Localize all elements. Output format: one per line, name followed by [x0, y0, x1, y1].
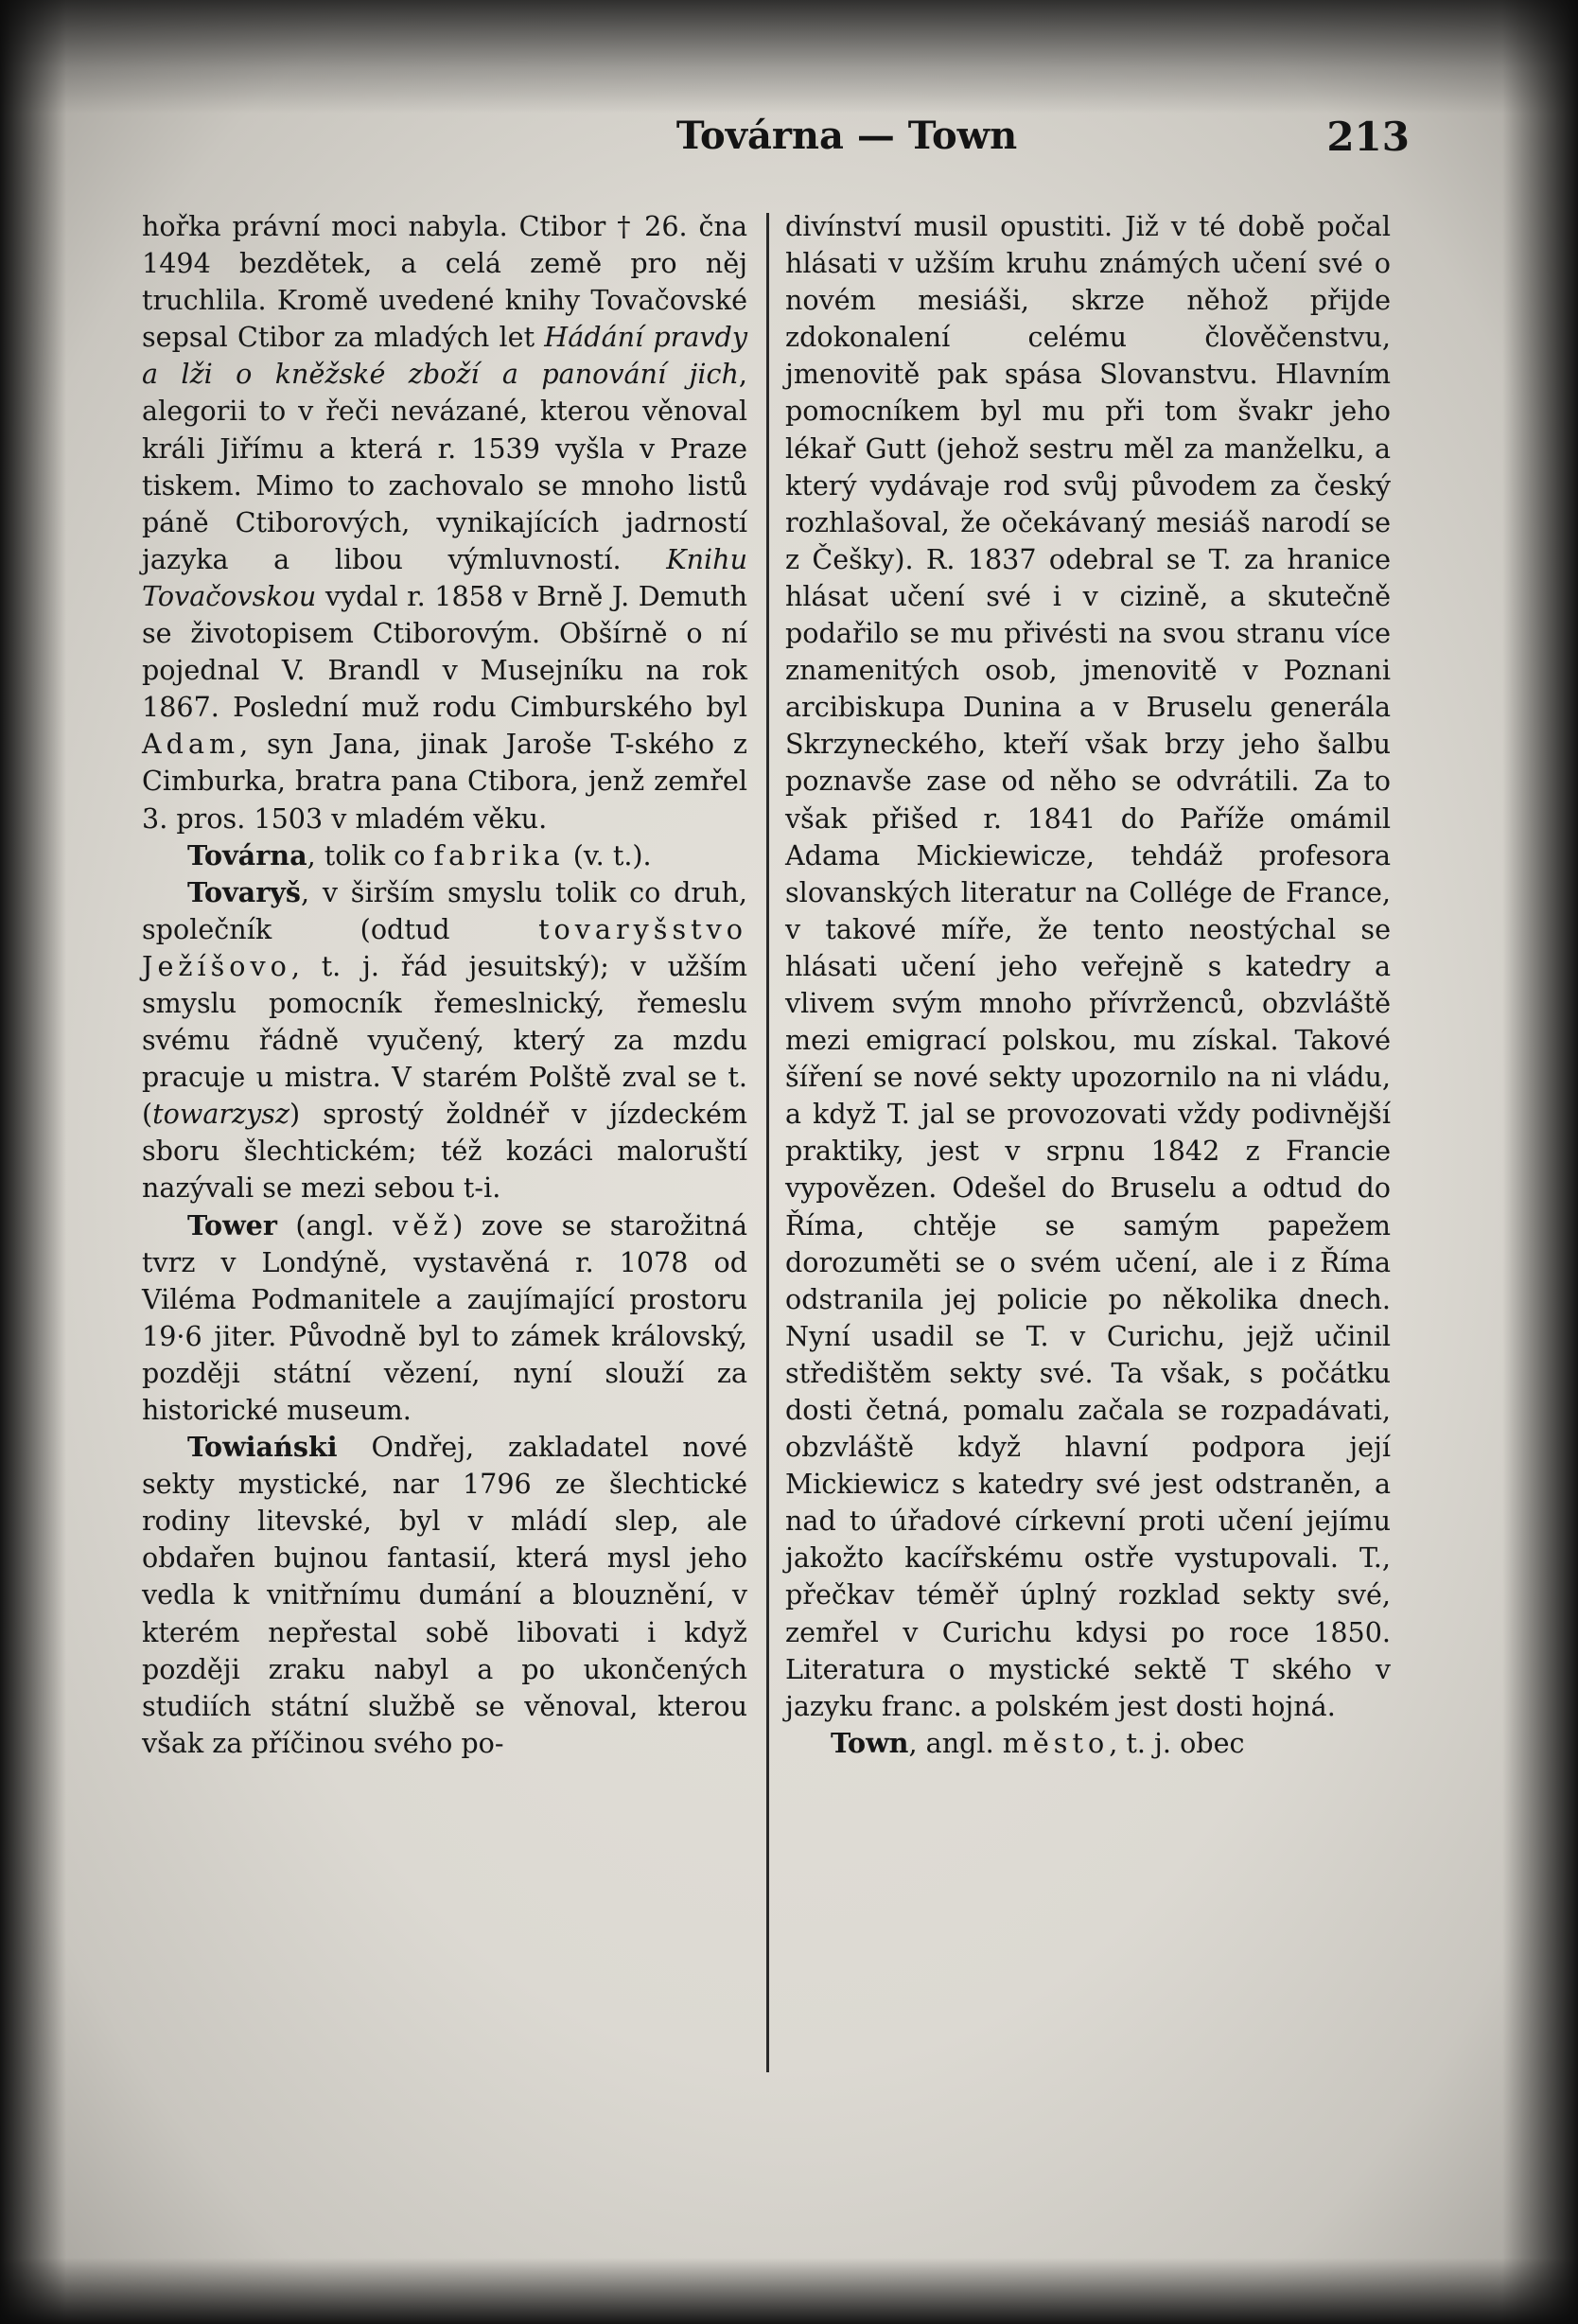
book-title-kniha-tovacovska: Knihu Tovačovskou	[142, 542, 747, 612]
entry-towianski	[142, 1429, 747, 1762]
text-run: , angl.	[908, 1726, 1003, 1759]
scan-shadow-right	[1502, 0, 1578, 2324]
text-run: ) zove se starožitná tvrz v Londýně, vystavěná r. 1078 od Viléma Podmanitele a zaujímající prostoru 19·6 jiter. Původně byl to zámek královský, později státní vězení, nyní slouží za historické museum.	[142, 1208, 747, 1426]
scan-shadow-top	[0, 0, 1578, 114]
entry-tower	[142, 1207, 747, 1430]
text-run: hořka právní moci nabyla. Ctibor † 26. čna 1494 bezdětek, a celá země pro něj truchlila. Kromě uvedené knihy Tovačovské sepsal Ctibor za mladých let	[142, 210, 747, 354]
page-number: 213	[1326, 114, 1410, 160]
text-run: Ondřej, zakladatel nové sekty mystické, nar 1796 ze šlechtické rodiny litevské, byl v mládí slep, ale obdařen bujnou fantasií, která mysl jeho vedla k vnitřnímu dumání a blouznění, v kterém nepřestal sobě libovati i když později zraku nabyl a po ukončených studiích státní službě se věnoval, kterou však za příčinou svého po-	[142, 1431, 747, 1759]
text-run: , t. j. obec	[1109, 1726, 1245, 1759]
text-run: , tolik co	[307, 838, 434, 872]
text-run: , syn Jana, jinak Jaroše T-ského z Cimburka, bratra pana Ctibora, jenž zemřel 3. pros. 1503 v mladém věku.	[142, 728, 747, 835]
header-title: Továrna — Town	[675, 114, 1018, 158]
text-run: divínství musil opustiti. Již v té době počal hlásati v užším kruhu známých učení své o novém mesiáši, skrze něhož přijde zdokonalení celému člověčenstvu, jmenovitě pak spása Slovanstvu. Hlavním pomocníkem byl mu při tom švakr jeho lékař Gutt (jehož sestru měl za manželku, a který vydávaje rod svůj původem za český rozhlašoval, že očekávaný mesiáš narodí se z Češky). R. 1837 odebral se T. za hranice hlásat učení své i v cizině, a skutečně podařilo se mu přivésti na svou stranu více znamenitých osob, jmenovitě v Poznani arcibiskupa Dunina a v Bruselu generála Skrzyneckého, kteří však brzy jeho šalbu poznavše zase od něho se odvrátili. Za to však přišed r. 1841 do Paříže omámil Adama Mickiewicze, tehdáž profesora slovanských literatur na Collége de France, v takové míře, že tento neostýchal se hlásati učení jeho veřejně s katedry a vlivem svým mnoho přívrženců, obzvláště mezi emigrací polskou, mu získal. Takové šíření se nové sekty upozornilo na ni vládu, a když T. jal se provozovati vždy podivnější praktiky, jest v srpnu 1842 z Francie vypovězen. Odešel do Bruselu a odtud do Říma, chtěje se samým papežem dorozuměti se o svém učení, ale i z Říma odstranila jej policie po několika dnech. Nyní usadil se T. v Curichu, jejž učinil středištěm sekty své. Ta však, s počátku dosti četná, pomalu začala se rozpadávati, obzvláště když hlavní podpora její Mickiewicz s katedry své jest odstraněn, a nad to úřadové církevní proti učení jejímu jakožto kacířskému ostře vystupovali. T., přečkav téměř úplný rozklad sekty své, zemřel v Curichu kdysi po roce 1850. Literatura o mystické sektě T ského v jazyku franc. a polském jest dosti hojná.	[785, 210, 1391, 1722]
italic-term: towarzysz	[152, 1098, 290, 1131]
scan-shadow-left	[0, 0, 66, 2324]
running-header	[142, 114, 1410, 170]
entry-headword: Tower	[187, 1208, 277, 1241]
text-run: , v širším smyslu tolik co druh, společník (odtud	[142, 875, 747, 945]
spaced-name-adam: Adam	[142, 728, 240, 761]
spaced-term: tovaryšstvo Ježíšovo	[142, 912, 747, 982]
column-divider	[766, 213, 769, 2072]
entry-headword: Tovaryš	[187, 875, 301, 908]
spaced-term: věž	[393, 1208, 453, 1241]
entry-headword: Towiański	[187, 1431, 338, 1464]
text-run: , t. j. řád jesuitský); v užším smyslu pomocník řemeslnický, řemeslu svému řádně vyučený, který za mzdu pracuje u mistra. V starém Polště zval se t. (	[142, 949, 747, 1131]
spaced-term: fabrika	[433, 838, 565, 872]
entry-town	[785, 1725, 1391, 1762]
right-column	[785, 208, 1391, 1762]
scan-shadow-bottom	[0, 2258, 1578, 2324]
spaced-term: město	[1002, 1726, 1110, 1759]
entry-headword: Town	[831, 1726, 909, 1759]
text-run: (v. t.).	[564, 838, 652, 872]
book-title-hadani: Hádání pravdy a lži o kněžské zboží a panování jich	[142, 321, 747, 391]
entry-headword: Továrna	[187, 838, 307, 872]
entry-continuation-tovacovsky	[142, 208, 747, 837]
entry-tovarna	[142, 837, 747, 874]
entry-tovarys	[142, 874, 747, 1207]
left-column	[142, 208, 747, 1762]
text-run: vydal r. 1858 v Brně J. Demuth se životopisem Ctiborovým. Obšírně o ní pojednal V. Brandl v Musejníku na rok 1867. Poslední muž rodu Cimburského byl	[142, 579, 747, 724]
entry-continuation-towianski	[785, 208, 1391, 1725]
text-run: , alegorii to v řeči nevázané, kterou věnoval králi Jiřímu a která r. 1539 vyšla v Praze tiskem. Mimo to zachovalo se mnoho listů páně Ctiborových, vynikajících jadrností jazyka a libou výmluvností.	[142, 358, 747, 575]
text-run: (angl.	[276, 1208, 394, 1241]
text-run: ) sprostý žoldnéř v jízdeckém sboru šlechtickém; též kozáci maloruští nazývali se mezi sebou t-i.	[142, 1098, 747, 1205]
